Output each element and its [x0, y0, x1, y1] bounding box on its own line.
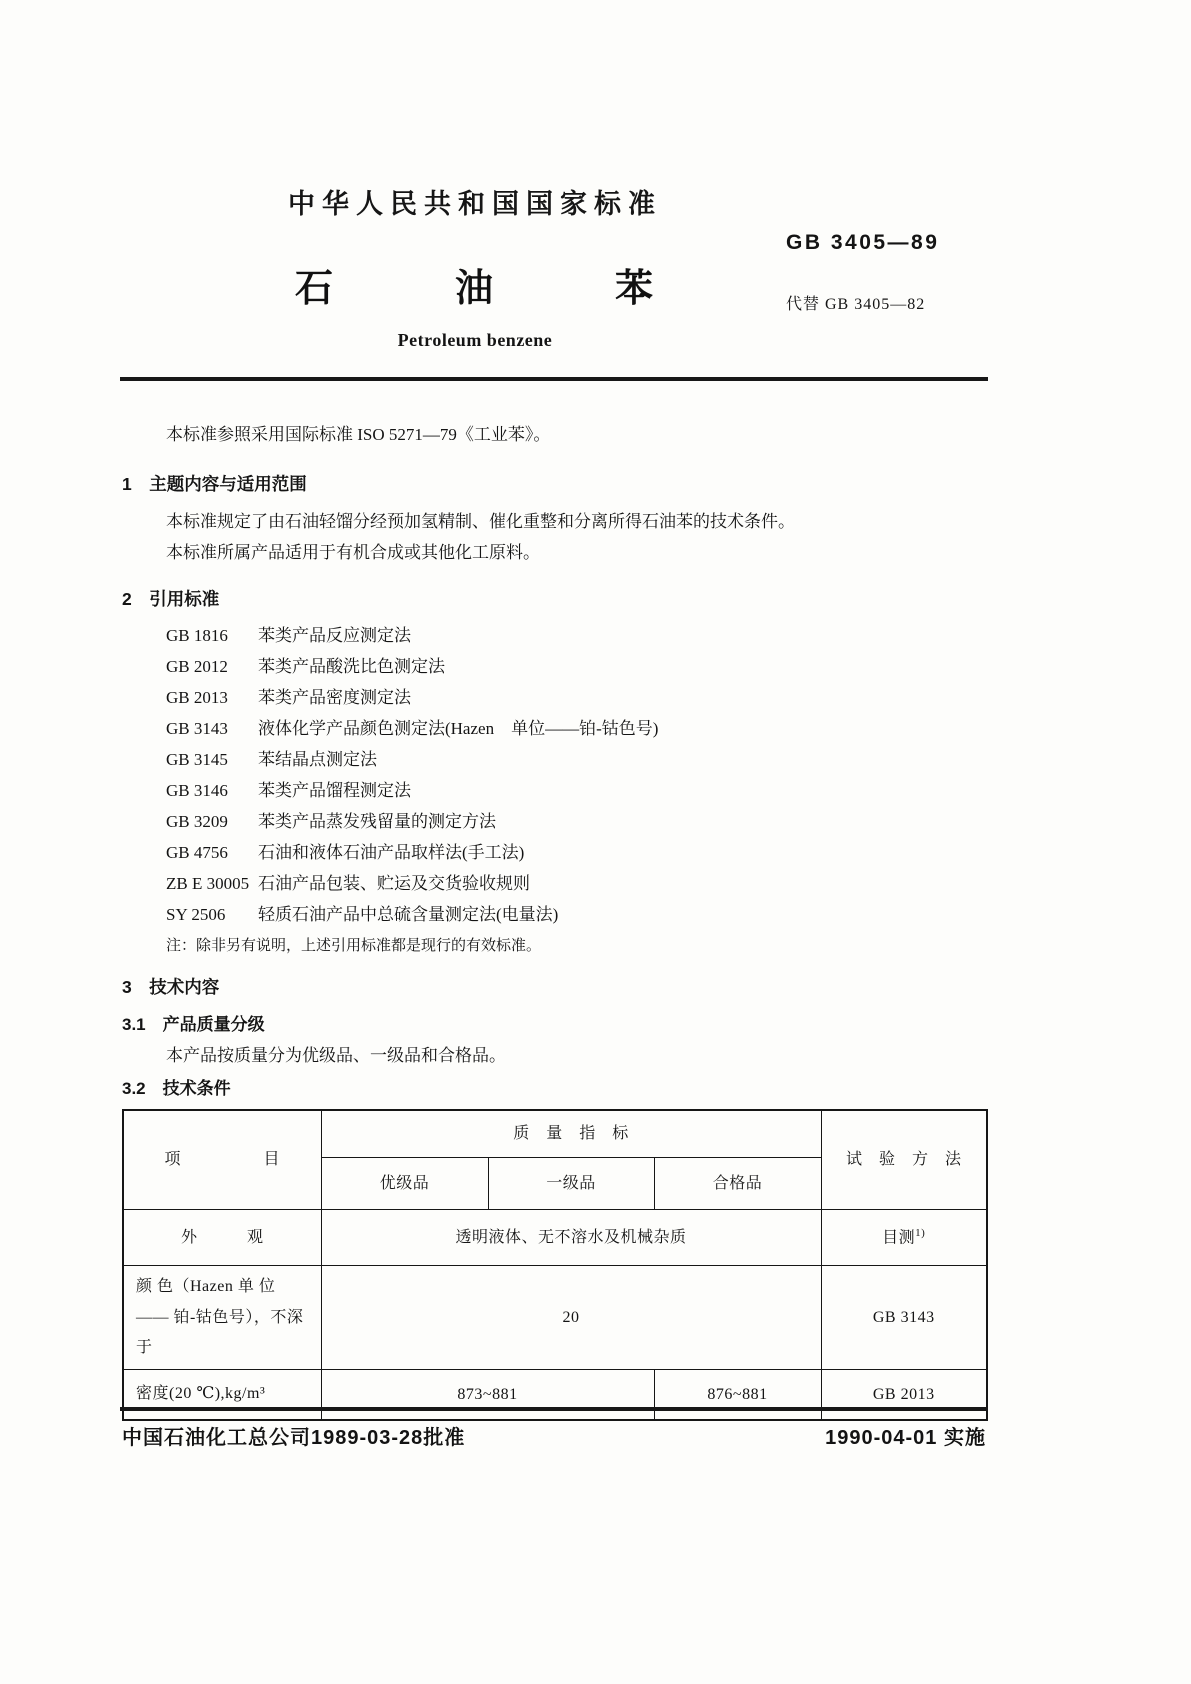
intro-paragraph: 本标准参照采用国际标准 ISO 5271—79《工业苯》。: [166, 425, 551, 444]
appearance-method-footnote: 1): [915, 1227, 926, 1240]
col-header-quality: 质 量 指 标: [321, 1110, 821, 1158]
col-header-item: 项 目: [123, 1110, 321, 1210]
section-3-heading: 3 技术内容: [122, 977, 220, 998]
reference-code: GB 3209: [166, 812, 228, 832]
reference-title: 石油和液体石油产品取样法(手工法): [258, 843, 525, 863]
reference-code: GB 2012: [166, 657, 228, 677]
table-row-color: [123, 1266, 987, 1370]
col-header-grade-premium: 优级品: [321, 1158, 488, 1210]
appearance-method: [821, 1210, 987, 1266]
document-title-en: Petroleum benzene: [397, 330, 553, 350]
row-label-density: 密度(20 ℃),kg/m³: [123, 1370, 321, 1420]
density-value-qualified: 876~881: [654, 1370, 821, 1420]
reference-title: 苯类产品密度测定法: [258, 688, 411, 708]
reference-list: [122, 620, 986, 930]
page-footer: [122, 1421, 986, 1450]
approval-line: 中国石油化工总公司1989-03-28批准: [122, 1427, 466, 1449]
section-3-2-heading: 3.2 技术条件: [122, 1078, 231, 1098]
reference-code: GB 3143: [166, 719, 228, 739]
reference-title: 苯结晶点测定法: [258, 750, 377, 770]
col-header-grade-first: 一级品: [488, 1158, 654, 1210]
header-rule: [120, 377, 988, 381]
section-3-1-heading: 3.1 产品质量分级: [122, 1014, 265, 1034]
document-body: [122, 408, 986, 1421]
appearance-value: 透明液体、无不溶水及机械杂质: [321, 1210, 821, 1266]
reference-item: [166, 775, 986, 806]
standard-org-title: 中华人民共和国国家标准: [288, 189, 662, 219]
color-method: GB 3143: [821, 1266, 987, 1370]
reference-item: [166, 713, 986, 744]
table-row-appearance: [123, 1210, 987, 1266]
reference-item: [166, 868, 986, 899]
row-label-color: 颜 色（Hazen 单 位 —— 铂-钴色号），不深于: [123, 1266, 321, 1370]
color-value: 20: [321, 1266, 821, 1370]
reference-item: [166, 682, 986, 713]
section-2-heading: 2 引用标准: [122, 589, 220, 610]
reference-title: 苯类产品酸洗比色测定法: [258, 657, 445, 677]
table-row-density: [123, 1370, 987, 1420]
reference-title: 苯类产品蒸发残留量的测定方法: [258, 812, 496, 832]
density-value-premium-first: 873~881: [321, 1370, 654, 1420]
reference-item: [166, 899, 986, 930]
row-label-appearance: 外 观: [123, 1210, 321, 1266]
reference-title: 苯类产品反应测定法: [258, 626, 411, 646]
reference-code: GB 1816: [166, 626, 228, 646]
reference-code: GB 3145: [166, 750, 228, 770]
spec-table: [122, 1109, 988, 1421]
superseded-standard: 代替 GB 3405—82: [786, 296, 926, 313]
standard-code-block: [786, 231, 939, 314]
section-1-para-2: 本标准所属产品适用于有机合成或其他化工原料。: [166, 542, 540, 562]
reference-item: [166, 744, 986, 775]
reference-item: [166, 837, 986, 868]
references-note: 注：除非另有说明，上述引用标准都是现行的有效标准。: [166, 938, 542, 955]
reference-title: 石油产品包装、贮运及交货验收规则: [258, 874, 530, 894]
reference-code: SY 2506: [166, 905, 226, 925]
reference-code: ZB E 30005: [166, 874, 250, 894]
reference-title: 液体化学产品颜色测定法(Hazen 单位——铂-钴色号): [258, 719, 659, 739]
density-method: GB 2013: [821, 1370, 987, 1420]
col-header-grade-qualified: 合格品: [654, 1158, 821, 1210]
reference-title: 轻质石油产品中总硫含量测定法(电量法): [258, 905, 559, 925]
standard-code: GB 3405—89: [786, 231, 940, 254]
reference-item: [166, 620, 986, 651]
col-header-method: 试 验 方 法: [821, 1110, 987, 1210]
footer-rule: [120, 1407, 988, 1411]
table-header-row-1: [123, 1110, 987, 1158]
appearance-method-text: 目测: [882, 1229, 916, 1247]
reference-item: [166, 651, 986, 682]
document-title: 石 油 苯: [294, 268, 655, 310]
implementation-line: 1990-04-01 实施: [825, 1427, 986, 1449]
reference-item: [166, 806, 986, 837]
reference-code: GB 4756: [166, 843, 228, 863]
reference-code: GB 2013: [166, 688, 228, 708]
section-3-1-para: 本产品按质量分为优级品、一级品和合格品。: [166, 1045, 506, 1065]
reference-code: GB 3146: [166, 781, 228, 801]
reference-title: 苯类产品馏程测定法: [258, 781, 411, 801]
section-1-heading: 1 主题内容与适用范围: [122, 473, 307, 494]
section-1-para-1: 本标准规定了由石油轻馏分经预加氢精制、催化重整和分离所得石油苯的技术条件。: [166, 511, 795, 531]
